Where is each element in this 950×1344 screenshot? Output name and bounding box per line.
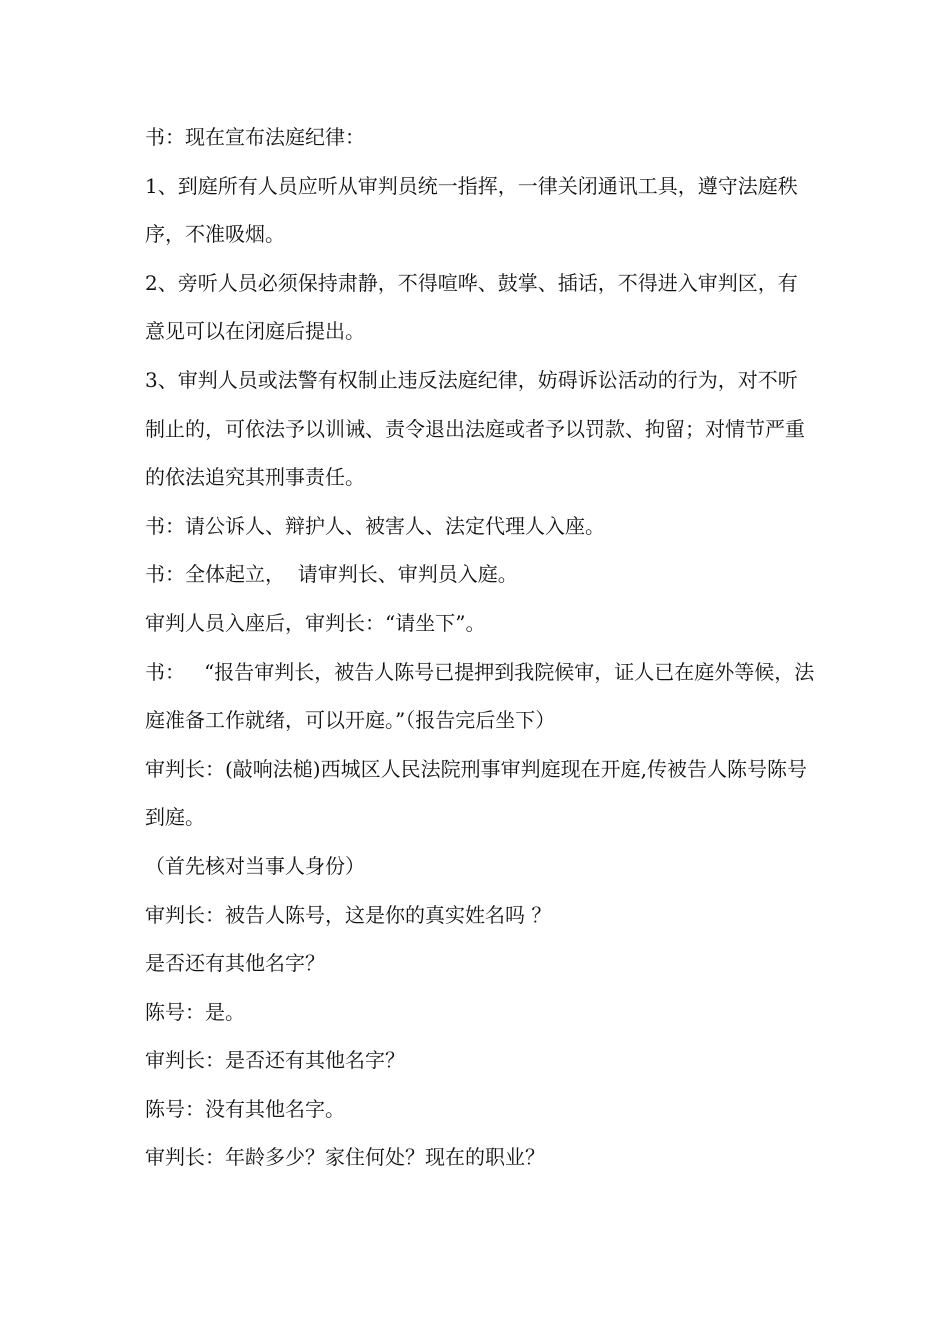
paragraph-judge-other-names: 审判长：是否还有其他名字？	[145, 1048, 405, 1073]
paragraph-judge-age-address-job: 审判长：年龄多少？家住何处？现在的职业？	[145, 1145, 545, 1170]
paragraph-clerk-all-rise: 书：全体起立， 请审判长、审判员入庭。	[145, 562, 518, 587]
paragraph-clerk-report: 书： “报告审判长，被告人陈号已提押到我院候审，证人已在庭外等候，法庭准备工作就绪，可以开庭。”（报告完后坐下）	[145, 659, 815, 733]
paragraph-identity-check-note: （首先核对当事人身份）	[145, 853, 365, 878]
paragraph-defendant-no-other-names: 陈号：没有其他名字。	[145, 1096, 345, 1121]
paragraph-judge-ask-name: 审判长：被告人陈号，这是你的真实姓名吗 ？	[145, 902, 552, 927]
document-body	[145, 113, 815, 1182]
paragraph-clerk-seating: 书：请公诉人、辩护人、被害人、法定代理人入座。	[145, 513, 605, 538]
paragraph-rule-1: 1、到庭所有人员应听从审判员统一指挥，一律关闭通讯工具，遵守法庭秩序，不准吸烟。	[145, 173, 798, 247]
paragraph-rule-3: 3、审判人员或法警有权制止违反法庭纪律，妨碍诉讼活动的行为，对不听制止的，可依法予以训诫、责令退出法庭或者予以罚款、拘留；对情节严重的依法追究其刑事责任。	[145, 367, 805, 490]
paragraph-judge-sit-down: 审判人员入座后，审判长：“请坐下”。	[145, 610, 486, 635]
paragraph-defendant-yes: 陈号：是。	[145, 999, 245, 1024]
paragraph-judge-opens-court: 审判长：(敲响法槌)西城区人民法院刑事审判庭现在开庭,传被告人陈号陈号到庭。	[145, 756, 807, 830]
paragraph-court-rules-intro: 书：现在宣布法庭纪律：	[145, 125, 365, 149]
paragraph-rule-2: 2、旁听人员必须保持肃静，不得喧哗、鼓掌、插话，不得进入审判区，有意见可以在闭庭后提出。	[145, 270, 798, 344]
paragraph-other-names-question: 是否还有其他名字？	[145, 951, 325, 976]
